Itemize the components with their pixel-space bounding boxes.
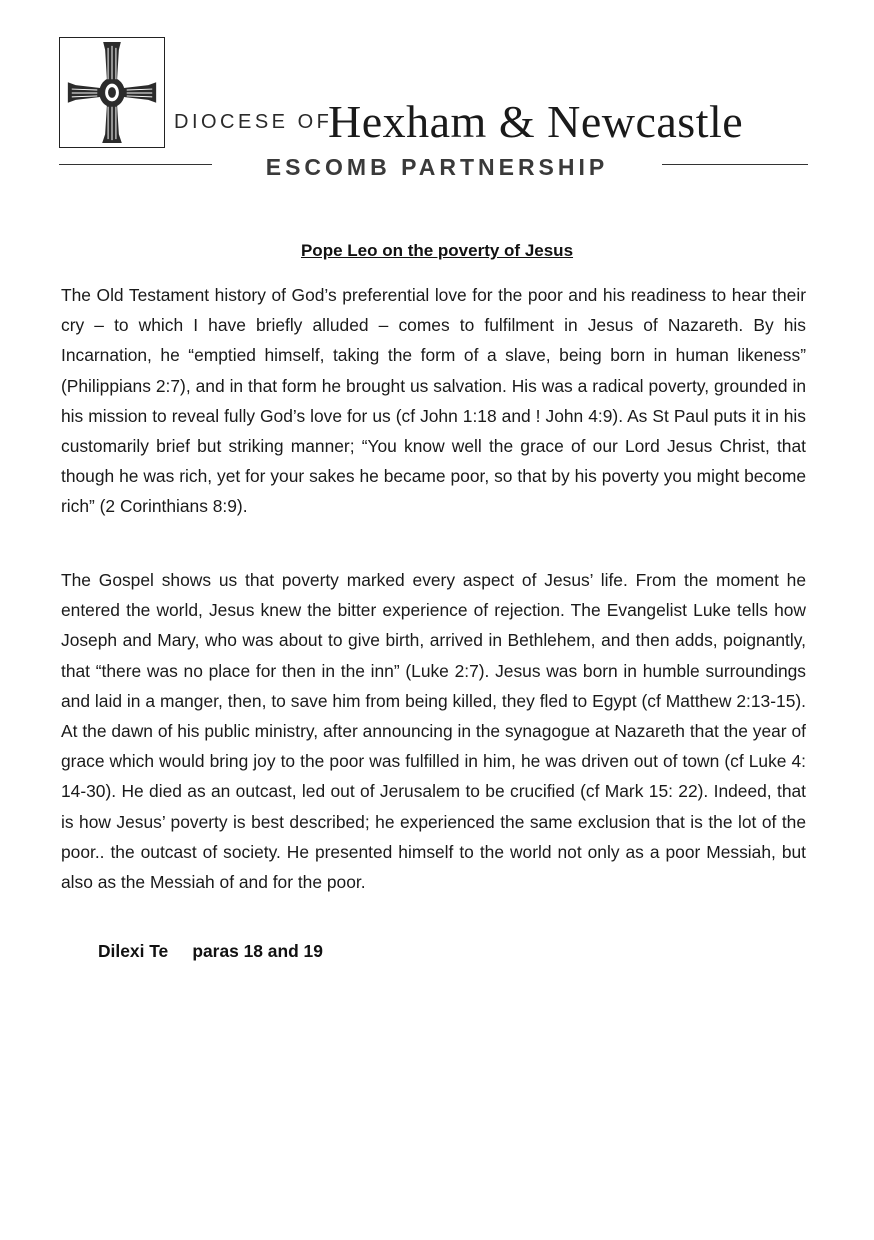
article-title: Pope Leo on the poverty of Jesus <box>300 241 574 260</box>
diocese-name: Hexham & Newcastle <box>328 96 744 147</box>
article-citation: Dilexi Te paras 18 and 19 <box>98 941 323 961</box>
partnership-name: ESCOMB PARTNERSHIP <box>265 154 609 180</box>
header-rule-right <box>662 164 808 165</box>
article-paragraph-1: The Old Testament history of God’s preferential love for the poor and his readiness to hear their cry – to which I have briefly alluded – comes to fulfilment in Jesus of Nazareth. By his Incarnation, he “emptied himself, taking the form of a slave, being born in human likeness” (Philippians 2:7), and in that form he brought us salvation. His was a radical poverty, grounded in his mission to reveal fully God’s love for us (cf John 1:18 and ! John 4:9). As St Paul puts it in his customarily brief but striking manner; “You know well the grace of our Lord Jesus Christ, that though he was rich, yet for your sakes he became poor, so that by his poverty you might become rich” (2 Corinthians 8:9). <box>61 285 806 517</box>
diocese-prefix: DIOCESE OF <box>174 111 333 133</box>
article-paragraph-2: The Gospel shows us that poverty marked every aspect of Jesus’ life. From the moment he entered the world, Jesus knew the bitter experience of rejection. The Evangelist Luke tells how Joseph and Mary, who was about to give birth, arrived in Bethlehem, and then adds, poignantly, that “there was no place for then in the inn” (Luke 2:7). Jesus was born in humble surroundings and laid in a manger, then, to save him from being killed, they fled to Egypt (cf Matthew 2:13-15). At the dawn of his public ministry, after announcing in the synagogue at Nazareth that the year of grace which would bring joy to the poor was fulfilled in him, he was driven out of town (cf Luke 4: 14-30). He died as an outcast, led out of Jerusalem to be crucified (cf Mark 15: 22). Indeed, that is how Jesus’ poverty is best described; he experienced the same exclusion that is the lot of the poor.. the outcast of society. He presented himself to the world not only as a poor Messiah, but also as the Messiah of and for the poor. <box>61 570 806 893</box>
diocese-logo <box>59 37 165 148</box>
celtic-cross-icon <box>60 38 164 147</box>
